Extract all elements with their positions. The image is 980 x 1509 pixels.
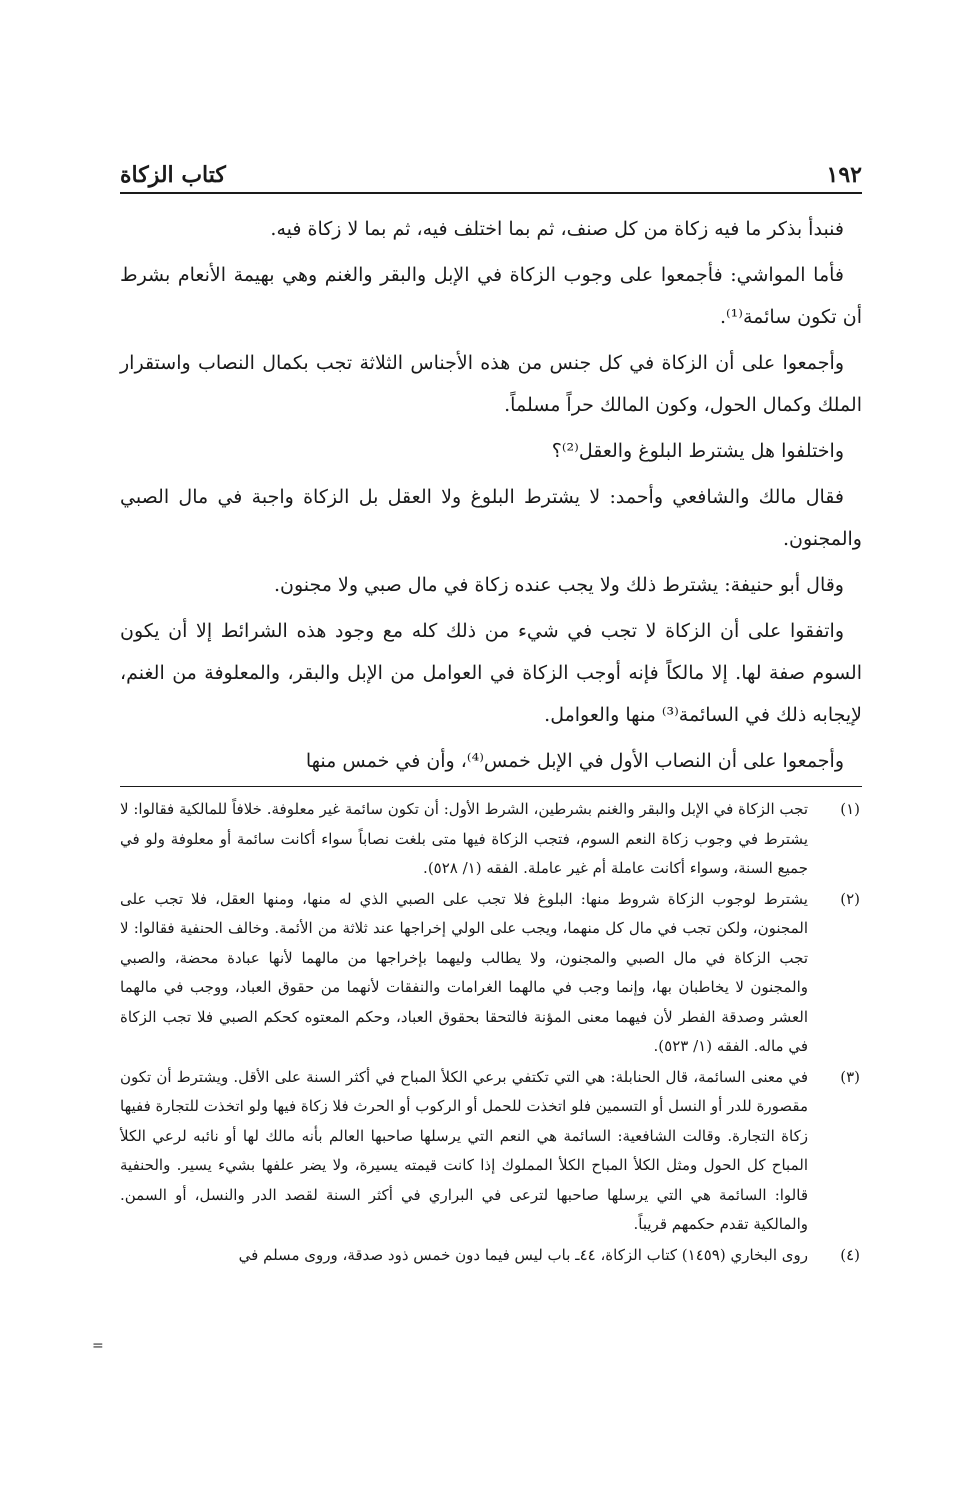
page-header: [120, 150, 862, 194]
footnote-mark: (١): [840, 800, 860, 818]
footnotes: [120, 795, 862, 1270]
paragraph: وأجمعوا على أن النصاب الأول في الإبل خمس⁽⁴⁾، وأن في خمس منها: [305, 750, 844, 772]
footnote: [120, 795, 862, 884]
footnote-mark: (٢): [840, 889, 860, 908]
footnote-text: يشترط لوجوب الزكاة شروط منها: البلوغ فلا تجب على الصبي الذي له منها، ومنها العقل، فلا تجب على المجنون، ولكن تجب في مال كل منهما، ويجب على الولي إخراجها عند ثلاثة من الأئمة. وخالف الحنفية فقالوا: لا تجب الزكاة في مال الصبي والمجنون، ولا يطالب وليهما بإخراجها من مالهما لأنها عبادة محضة، والصبي والمجنون لا يخاطبان بها، وإنما وجب في مالهما الغرامات والنفقات لأنهما من حقوق العباد، ووجب في مالهما العشر وصدقة الفطر لأن فيهما معنى المؤنة فالتحقا بحقوق العباد، وحكم المعتوه كحكم الصبي فلا تجب الزكاة في ماله. الفقه (١/ ٥٢٣).: [120, 889, 808, 1055]
page-number: ١٩٢: [826, 162, 862, 188]
paragraph: واتفقوا على أن الزكاة لا تجب في شيء من ذلك كله مع وجود هذه الشرائط إلا أن يكون السوم صفة لها. إلا مالكاً فإنه أوجب الزكاة في العوامل من الإبل والبقر، والمعلوفة من الغنم، لإيجابه ذلك في السائمة⁽³⁾ منها والعوامل.: [120, 620, 862, 726]
main-text: [120, 208, 862, 782]
book-title: كتاب الزكاة: [120, 162, 226, 188]
paragraph: فأما المواشي: فأجمعوا على وجوب الزكاة في الإبل والبقر والغنم وهي بهيمة الأنعام بشرط أن تكون سائمة⁽¹⁾.: [120, 264, 862, 328]
paragraph: فقال مالك والشافعي وأحمد: لا يشترط البلوغ ولا العقل بل الزكاة واجبة في مال الصبي والمجنون.: [120, 486, 862, 550]
footnote-mark: (٣): [840, 1067, 860, 1086]
footnote: [120, 1063, 862, 1240]
footnote-mark: (٤): [840, 1245, 860, 1264]
continuation-mark: =: [92, 1338, 104, 1354]
book-page: [120, 150, 862, 1271]
footnote-divider: [120, 786, 862, 787]
paragraph: فنبدأ بذكر ما فيه زكاة من كل صنف، ثم بما اختلف فيه، ثم بما لا زكاة فيه.: [270, 218, 844, 240]
footnote-text: روى البخاري (١٤٥٩) كتاب الزكاة، ٤٤ـ باب ليس فيما دون خمس ذود صدقة، وروى مسلم في: [238, 1245, 808, 1264]
footnote: [120, 885, 862, 1062]
footnote-text: تجب الزكاة في الإبل والبقر والغنم بشرطين، الشرط الأول: أن تكون سائمة غير معلوفة. خلافاً للمالكية فقالوا: لا يشترط في وجوب زكاة النعم السوم، فتجب الزكاة فيها متى بلغت نصاباً سواء أكانت سائمة أو معلوفة ولو في جميع السنة، وسواء أكانت عاملة أم غير عاملة. الفقه (١/ ٥٢٨).: [120, 800, 808, 877]
footnote-text: في معنى السائمة، قال الحنابلة: هي التي تكتفي برعي الكلأ المباح في أكثر السنة على الأقل. ويشترط أن تكون مقصورة للدر أو النسل أو التسمين فلو اتخذت للحمل أو الركوب أو الحرث فلا زكاة فيها ولو اتخذت للتجارة ففيها زكاة التجارة. وقالت الشافعية: السائمة هي النعم التي يرسلها صاحبها العالم بأنه مالك لها أو نائبه لرعي الكلأ المباح كل الحول ومثل الكلأ المباح الكلأ المملوك إذا كانت قيمته يسيرة، ولا يضر علفها بشيء يسير. والحنفية قالوا: السائمة هي التي يرسلها صاحبها لترعى في البراري في أكثر السنة لقصد الدر والنسل، أو السمن. والمالكية تقدم حكمهم قريباً.: [120, 1067, 808, 1233]
paragraph: وأجمعوا على أن الزكاة في كل جنس من هذه الأجناس الثلاثة تجب بكمال النصاب واستقرار الملك وكمال الحول، وكون المالك حراً مسلماً.: [120, 352, 862, 416]
paragraph: وقال أبو حنيفة: يشترط ذلك ولا يجب عنده زكاة في مال صبي ولا مجنون.: [273, 574, 844, 596]
footnote: [120, 1241, 862, 1271]
paragraph: واختلفوا هل يشترط البلوغ والعقل⁽²⁾؟: [551, 440, 844, 462]
